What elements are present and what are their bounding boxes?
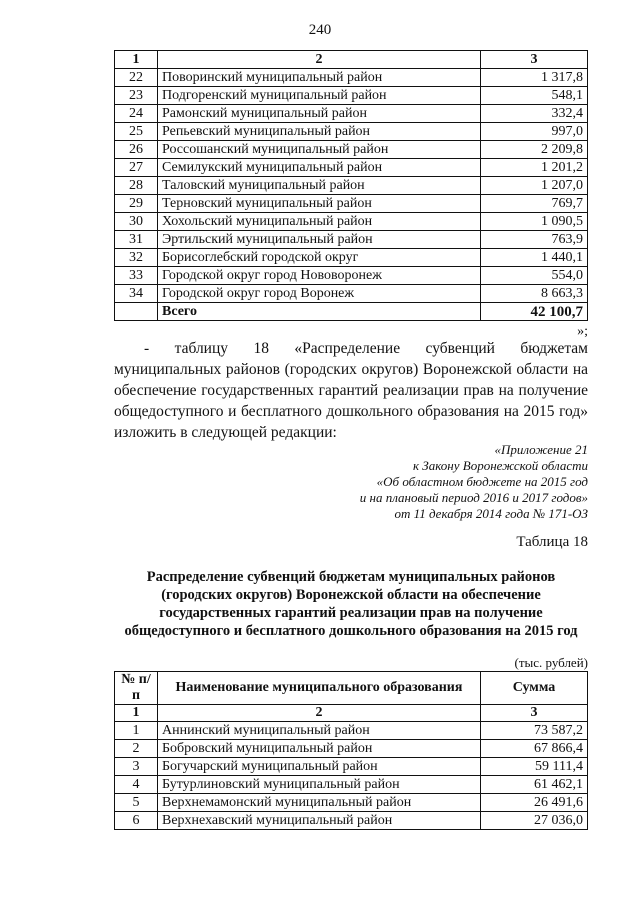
row-name: Бобровский муниципальный район xyxy=(158,740,481,758)
row-name: Рамонский муниципальный район xyxy=(158,105,481,123)
total-value: 42 100,7 xyxy=(481,303,588,321)
total-empty-cell xyxy=(115,303,158,321)
table-row xyxy=(115,69,588,87)
row-sum: 73 587,2 xyxy=(481,722,588,740)
row-name: Россошанский муниципальный район xyxy=(158,141,481,159)
header-col-2: 2 xyxy=(158,51,481,69)
row-name: Бутурлиновский муниципальный район xyxy=(158,776,481,794)
row-name: Борисоглебский городской округ xyxy=(158,249,481,267)
row-sum: 332,4 xyxy=(481,105,588,123)
appendix-line: от 11 декабря 2014 года № 171-ОЗ xyxy=(394,506,588,521)
row-number: 32 xyxy=(115,249,158,267)
table-row xyxy=(115,159,588,177)
row-sum: 548,1 xyxy=(481,87,588,105)
row-number: 6 xyxy=(115,812,158,830)
row-sum: 26 491,6 xyxy=(481,794,588,812)
header-col-1: 1 xyxy=(115,51,158,69)
appendix-line: «Об областном бюджете на 2015 год xyxy=(376,474,588,489)
row-number: 34 xyxy=(115,285,158,303)
row-number: 28 xyxy=(115,177,158,195)
row-sum: 27 036,0 xyxy=(481,812,588,830)
table-row xyxy=(115,195,588,213)
table-row xyxy=(115,722,588,740)
row-name: Терновский муниципальный район xyxy=(158,195,481,213)
col-number-3: 3 xyxy=(481,705,588,722)
column-number-row xyxy=(115,705,588,722)
continuation-table xyxy=(114,50,588,321)
row-sum: 997,0 xyxy=(481,123,588,141)
table-row xyxy=(115,177,588,195)
table-row xyxy=(115,267,588,285)
row-name: Городской округ город Нововоронеж xyxy=(158,267,481,285)
head-number: № п/п xyxy=(115,672,158,705)
row-sum: 61 462,1 xyxy=(481,776,588,794)
row-number: 23 xyxy=(115,87,158,105)
page-number: 240 xyxy=(308,22,332,38)
table-row xyxy=(115,794,588,812)
row-sum: 554,0 xyxy=(481,267,588,285)
header-col-3: 3 xyxy=(481,51,588,69)
row-number: 1 xyxy=(115,722,158,740)
table-row xyxy=(115,87,588,105)
row-number: 4 xyxy=(115,776,158,794)
table-row xyxy=(115,812,588,830)
row-sum: 1 207,0 xyxy=(481,177,588,195)
row-name: Аннинский муниципальный район xyxy=(158,722,481,740)
units-label: (тыс. рублей) xyxy=(514,655,588,670)
total-row xyxy=(115,303,588,321)
row-number: 25 xyxy=(115,123,158,141)
row-name: Семилукский муниципальный район xyxy=(158,159,481,177)
appendix-line: и на плановый период 2016 и 2017 годов» xyxy=(359,490,588,505)
row-sum: 763,9 xyxy=(481,231,588,249)
row-number: 22 xyxy=(115,69,158,87)
row-number: 27 xyxy=(115,159,158,177)
closing-quote: »; xyxy=(577,324,588,339)
row-name: Репьевский муниципальный район xyxy=(158,123,481,141)
row-number: 31 xyxy=(115,231,158,249)
row-name: Поворинский муниципальный район xyxy=(158,69,481,87)
table-title: Распределение субвенций бюджетам муниципальных районов (городских округов) Воронежской области на обеспечение государственных гарантий реализации прав на получение общедоступного и бесплатного дошкольного образования на 2015 год xyxy=(124,569,578,639)
row-name: Городской округ город Воронеж xyxy=(158,285,481,303)
head-sum: Сумма xyxy=(481,672,588,705)
row-sum: 1 090,5 xyxy=(481,213,588,231)
appendix-reference xyxy=(360,442,588,522)
row-name: Эртильский муниципальный район xyxy=(158,231,481,249)
row-name: Хохольский муниципальный район xyxy=(158,213,481,231)
table-row xyxy=(115,758,588,776)
table-row xyxy=(115,105,588,123)
col-number-2: 2 xyxy=(158,705,481,722)
amendment-paragraph: - таблицу 18 «Распределение субвенций бюджетам муниципальных районов (городских округов) Воронежской области на обеспечение государственных гарантий реализации прав на получение общедоступного и бесплатного дошкольного образования на 2015 год» изложить в следующей редакции: xyxy=(114,340,588,441)
table-head-row xyxy=(115,672,588,705)
row-sum: 59 111,4 xyxy=(481,758,588,776)
row-name: Подгоренский муниципальный район xyxy=(158,87,481,105)
row-number: 29 xyxy=(115,195,158,213)
table-row xyxy=(115,285,588,303)
row-number: 5 xyxy=(115,794,158,812)
row-sum: 1 317,8 xyxy=(481,69,588,87)
table-row xyxy=(115,776,588,794)
row-sum: 2 209,8 xyxy=(481,141,588,159)
table-header-row xyxy=(115,51,588,69)
head-name: Наименование муниципального образования xyxy=(158,672,481,705)
appendix-line: к Закону Воронежской области xyxy=(412,458,588,473)
row-name: Верхнехавский муниципальный район xyxy=(158,812,481,830)
row-number: 2 xyxy=(115,740,158,758)
col-number-1: 1 xyxy=(115,705,158,722)
row-sum: 1 201,2 xyxy=(481,159,588,177)
row-name: Богучарский муниципальный район xyxy=(158,758,481,776)
row-sum: 769,7 xyxy=(481,195,588,213)
subventions-table xyxy=(114,671,588,830)
row-sum: 1 440,1 xyxy=(481,249,588,267)
total-label: Всего xyxy=(158,303,481,321)
table-row xyxy=(115,740,588,758)
row-number: 24 xyxy=(115,105,158,123)
appendix-line: «Приложение 21 xyxy=(494,442,588,457)
row-number: 26 xyxy=(115,141,158,159)
row-number: 30 xyxy=(115,213,158,231)
row-sum: 67 866,4 xyxy=(481,740,588,758)
row-name: Верхнемамонский муниципальный район xyxy=(158,794,481,812)
table-row xyxy=(115,231,588,249)
table-label: Таблица 18 xyxy=(516,534,588,550)
row-number: 3 xyxy=(115,758,158,776)
table-row xyxy=(115,213,588,231)
table-row xyxy=(115,123,588,141)
row-sum: 8 663,3 xyxy=(481,285,588,303)
row-number: 33 xyxy=(115,267,158,285)
table-row xyxy=(115,249,588,267)
row-name: Таловский муниципальный район xyxy=(158,177,481,195)
table-row xyxy=(115,141,588,159)
